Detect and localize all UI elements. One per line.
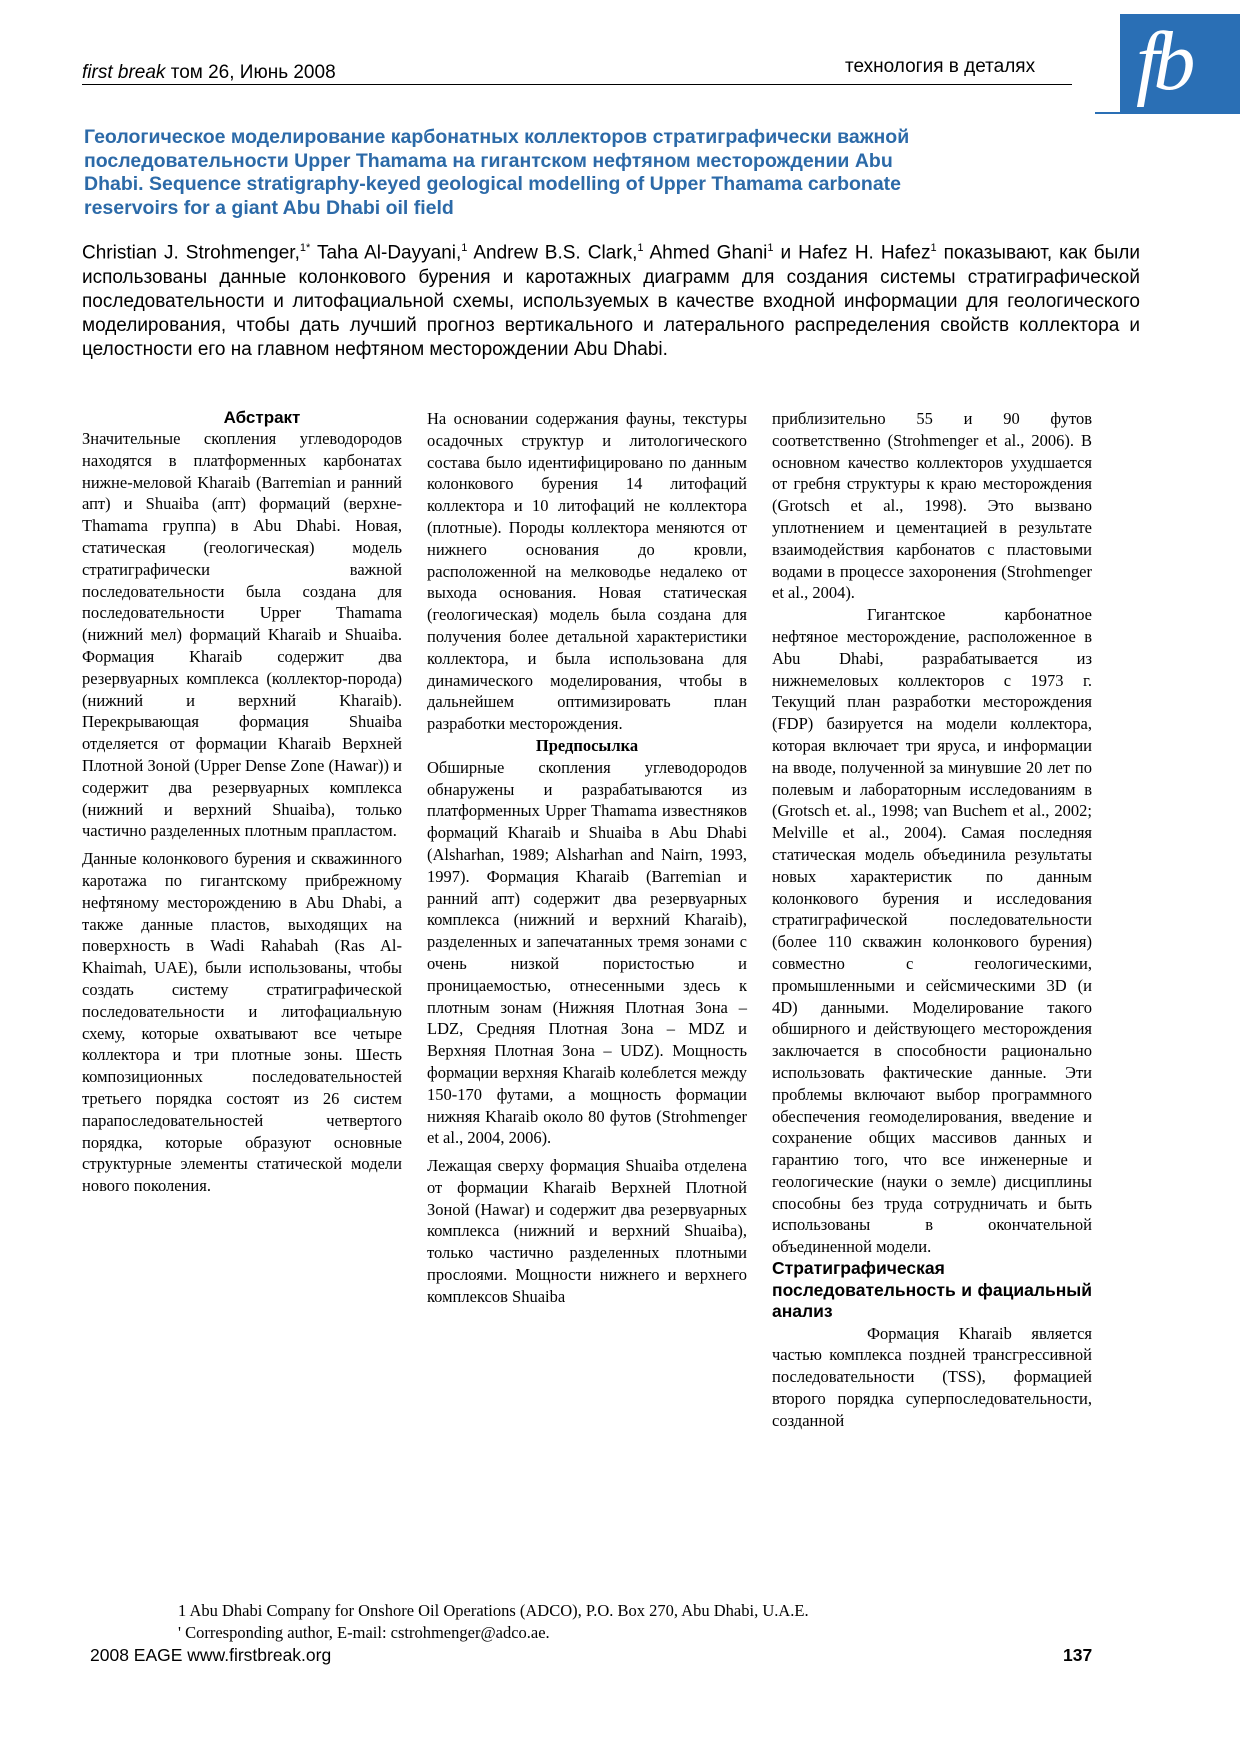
body-paragraph: приблизительно 55 и 90 футов соответственно (Strohmenger et al., 2006). В основном качество коллекторов ухудшается от гребня структуры к краю месторождения (Grotsch et al., 1998). Это вызвано уплотнением и цементацией в результате взаимодействия карбонатов с пластовыми водами в процессе захоронения (Strohmenger et al., 2004). (772, 409, 1092, 603)
footer-publisher: 2008 EAGE www.firstbreak.org (90, 1645, 332, 1665)
author-affiliation: 1 (930, 242, 937, 254)
issue-info: том 26, Июнь 2008 (165, 62, 336, 83)
body-paragraph: Обширные скопления углеводородов обнаружены и разрабатываются из платформенных Upper Thamama известняков формаций Kharaib и Shuaiba в Abu Dhabi (Alsharhan, 1989; Alsharhan and Nairn, 1993, 1997). Формация Kharaib (Barremian и ранний апт) содержит два резервуарных комплекса (нижний и верхний Kharaib), разделенных и запечатанных тремя зонами с очень низкой пористостью и проницаемостью, отнесенными здесь к плотным зонам (Нижняя Плотная Зона – LDZ, Средняя Плотная Зона – MDZ и Верхняя Плотная Зона – UDZ). Мощность формации верхняя Kharaib колеблется между 150-170 футами, а мощность формации нижняя Kharaib около 80 футов (Strohmenger et al., 2004, 2006). (427, 757, 747, 1148)
abstract-paragraph: Значительные скопления углеводородов находятся в платформенных карбонатах нижне-меловой Kharaib (Barremian и ранний апт) и Shuaiba (апт) формаций (верхне-Thamama группа) в Abu Dhabi. Новая, статическая (геологическая) модель стратиграфически важной последовательности была создана для последовательности Upper Thamama (нижний мел) формаций Kharaib и Shuaiba. Формация Kharaib содержит два резервуарных комплекса (коллектор-порода) (нижний и верхний Kharaib). Перекрывающая формация Shuaiba отделяется от формации Kharaib Верхней Плотной Зоной (Upper Dense Zone (Hawar)) и содержит два резервуарных комплекса (нижний и верхний Shuaiba), только частично разделенных плотным прапластом. (82, 429, 402, 841)
section-label: технология в деталях (845, 56, 1036, 77)
column-3 (772, 408, 1092, 1432)
footnotes (178, 1600, 809, 1644)
abstract-heading: Абстракт (223, 408, 301, 427)
background-heading: Предпосылка (535, 735, 639, 755)
footnote-affiliation: 1 Abu Dhabi Company for Onshore Oil Operations (ADCO), P.O. Box 270, Abu Dhabi, U.A.E. (178, 1601, 809, 1620)
logo-underline (1095, 112, 1240, 114)
author-name: Christian J. Strohmenger, (82, 242, 300, 264)
body-paragraph: Гигантское карбонатное нефтяное месторождение, расположенное в Abu Dhabi, разрабатывается из нижнемеловых коллекторов с 1973 г. Текущий план разработки месторождения (FDP) базируется на модели коллектора, которая включает три яруса, и информации на вводе, полученной за минувшие 20 лет по полевым и лабораторным исследованиям в (Grotsch et. al., 1998; van Buchem et al., 2002; Melville et al., 2004). Самая последняя статическая модель объединила результаты новых характеристик по данным колонкового бурения и исследования стратиграфической последовательности (более 110 скважин колонкового бурения) совместно с геологическими, промышленными и сейсмическими 3D (и 4D) данными. Моделирование такого обширного и действующего месторождения заключается в способности рационально использовать фактические данные. Эти проблемы включают выбор программного обеспечения геомоделирования, введение и сохранение общих массивов данных и гарантию того, что все инженерные и геологические (науки о земле) дисциплины способны без труда сотрудничать и быть использованы в окончательной объединенной модели. (772, 605, 1092, 1257)
author-affiliation: 1* (299, 242, 311, 254)
body-paragraph: На основании содержания фауны, текстуры осадочных структур и литологического состава было идентифицировано по данным колонкового бурения 14 литофаций коллектора и 10 литофаций не коллектора (плотные). Породы коллектора меняются от нижнего основания до кровли, расположенной на мелководье недалеко от выхода основания. Новая статическая (геологическая) модель была создана для получения более детальной характеристики коллектора, и была использована для динамического моделирования, чтобы в дальнейшем оптимизировать план разработки месторождения. (427, 409, 747, 734)
section-heading: Стратиграфическая последовательность и фациальный анализ (772, 1258, 1092, 1322)
running-header (82, 62, 336, 84)
lead-text: показывают, как были использованы данные колонкового бурения и каротажных диаграмм для создания системы стратиграфической последовательности и литофациальной схемы, используемых в качестве входной информации для геологического моделирования, чтобы дать лучший прогноз вертикального и латерального распределения свойств коллектора и целостности его на главном нефтяном месторождении Abu Dhabi. (82, 242, 1140, 361)
body-paragraph: Лежащая сверху формация Shuaiba отделена от формации Kharaib Верхней Плотной Зоной (Hawar) и содержит два резервуарных комплекса (нижний и верхний Shuaiba), только частично разделенных плотными прослоями. Мощности нижнего и верхнего комплексов Shuaiba (427, 1156, 747, 1306)
journal-logo-text: fb (1136, 15, 1190, 108)
journal-name: first break (82, 62, 166, 83)
column-2 (427, 408, 747, 1308)
page-number: 137 (1063, 1645, 1093, 1665)
column-1 (82, 408, 402, 1197)
body-paragraph: Формация Kharaib является частью комплекса поздней трансгрессивной последовательности (TSS), формацией второго порядка суперпоследовательности, созданной (772, 1323, 1092, 1430)
author-name: Andrew B.S. Clark, (467, 242, 638, 264)
footnote-corresponding: ' Corresponding author, E-mail: cstrohmenger@adco.ae. (178, 1623, 550, 1642)
article-title: Геологическое моделирование карбонатных коллекторов стратиграфически важной последовательности Upper Thamama на гигантском нефтяном месторождении Abu Dhabi. Sequence stratigraphy-keyed geological modelling of Upper Thamama carbonate reservoirs for a giant Abu Dhabi oil field (84, 126, 910, 219)
author-lead (82, 236, 1140, 362)
author-affiliation: 1 (767, 242, 774, 254)
author-affiliation: 1 (461, 242, 468, 254)
author-name: и Hafez H. Hafez (773, 242, 931, 264)
header-rule (82, 84, 1072, 85)
author-affiliation: 1 (637, 242, 644, 254)
abstract-paragraph: Данные колонкового бурения и скважинного каротажа по гигантскому прибрежному нефтяному месторождению в Abu Dhabi, а также данные пластов, выходящих на поверхность в Wadi Rahabah (Ras Al-Khaimah, UAE), были использованы, чтобы создать систему стратиграфической последовательности и литофациальную схему, которые охватывают все четыре коллектора и три плотные зоны. Шесть композиционных последовательностей третьего порядка состоят из 26 систем парапоследовательностей четвертого порядка, которые образуют основные структурные элементы статической модели нового поколения. (82, 849, 402, 1196)
author-name: Taha Al-Dayyani, (310, 242, 462, 264)
author-name: Ahmed Ghani (643, 242, 768, 264)
